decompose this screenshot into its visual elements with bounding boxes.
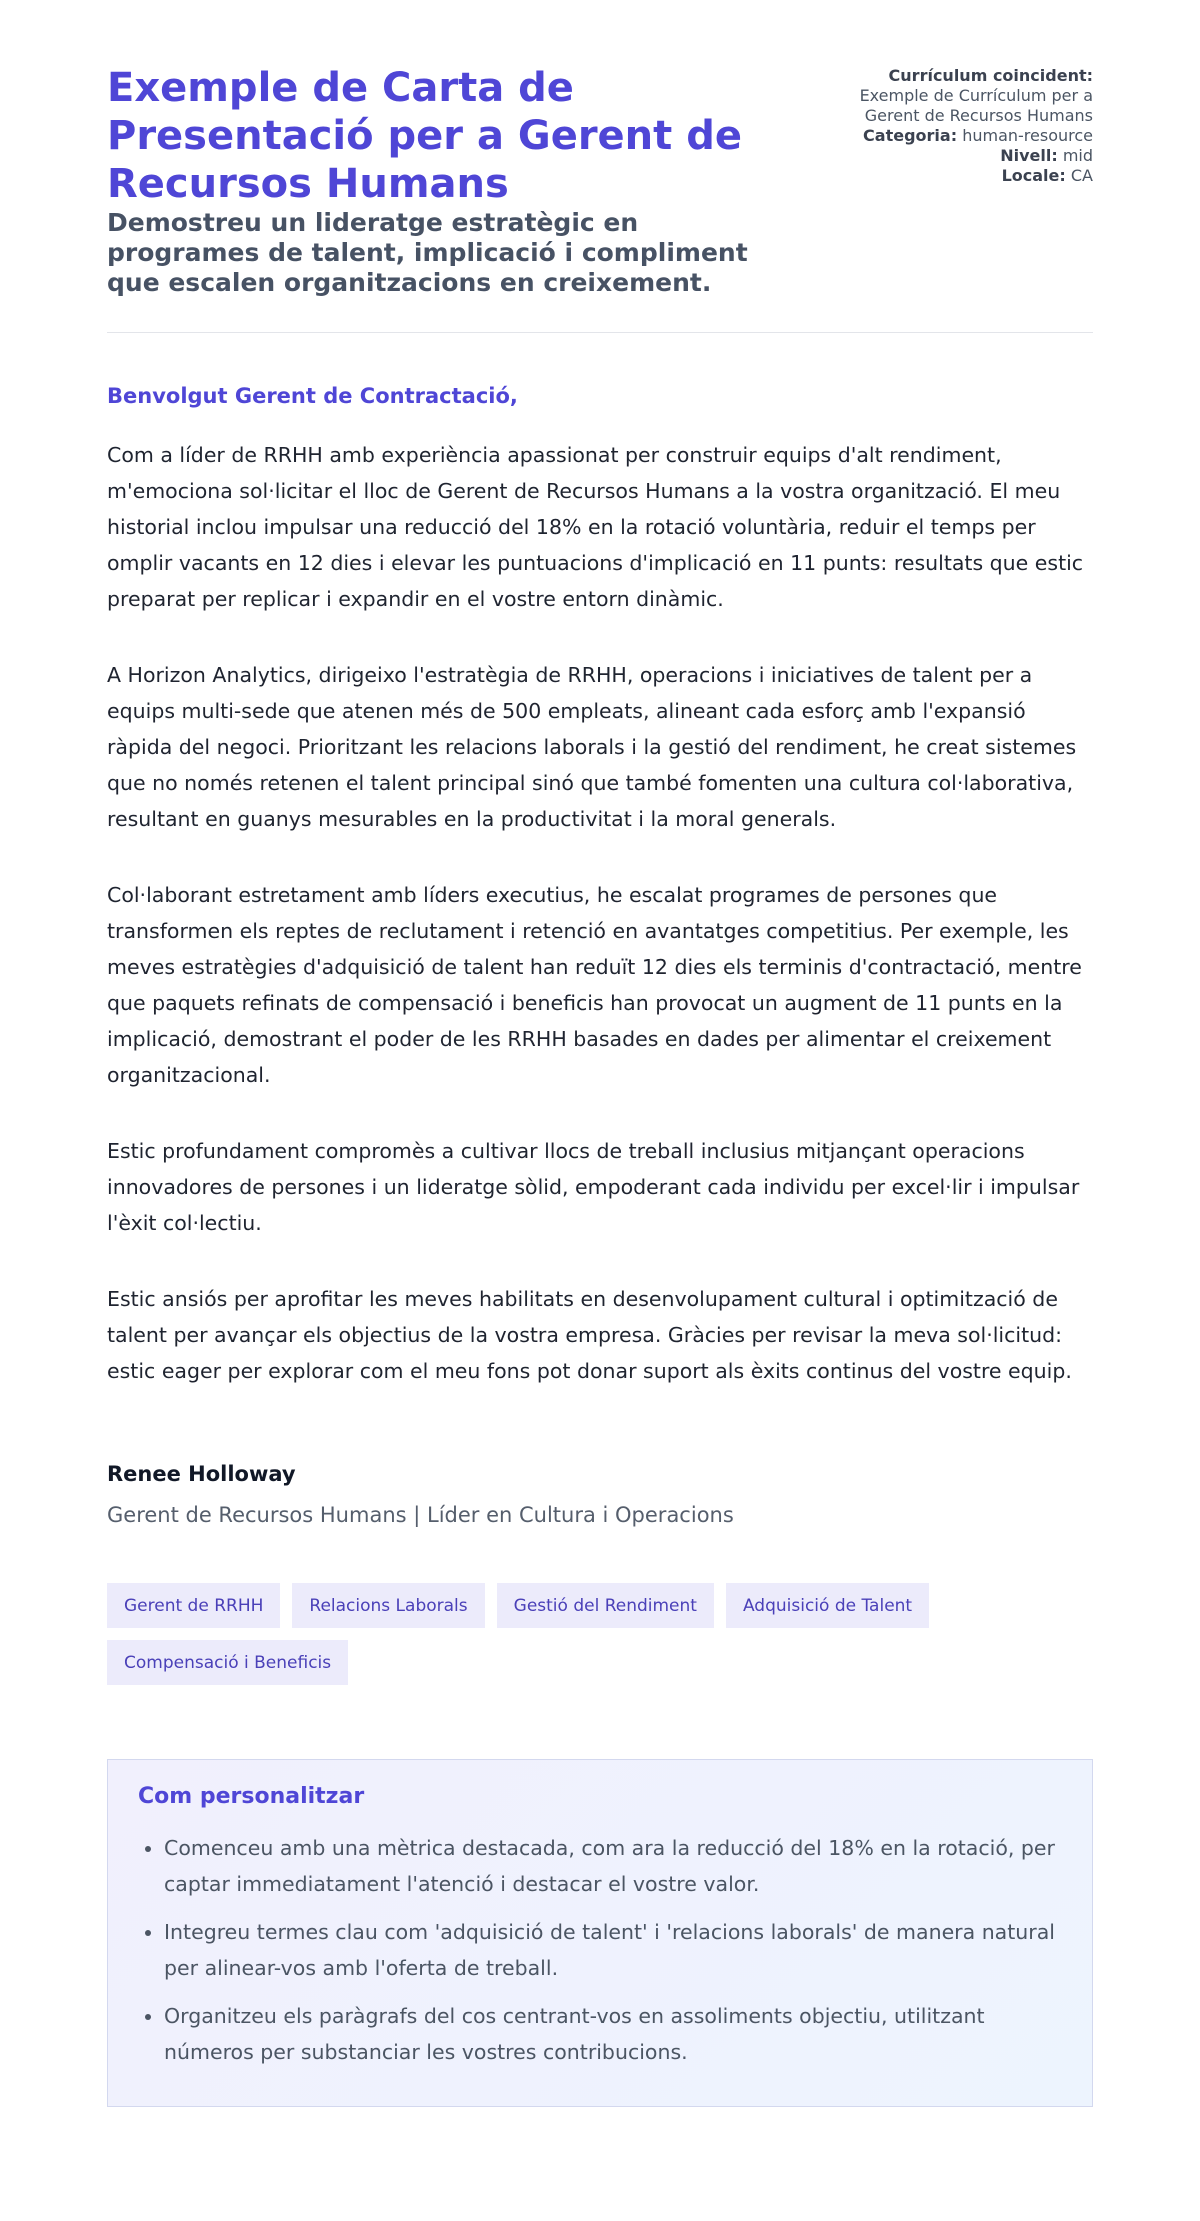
- page-subtitle: Demostreu un lideratge estratègic en programes de talent, implicació i compliment que escalen organitzacions en creixement.: [107, 208, 748, 297]
- page-header: [107, 64, 1093, 298]
- page-title: Exemple de Carta de Presentació per a Gerent de Recursos Humans: [107, 65, 742, 207]
- meta-locale: [803, 166, 1093, 186]
- skill-tag: Relacions Laborals: [292, 1583, 484, 1628]
- meta-matching-resume-label: Currículum coincident:: [888, 66, 1093, 85]
- letter-paragraph: A Horizon Analytics, dirigeixo l'estratègia de RRHH, operacions i iniciatives de talent per a equips multi-sede que atenen més de 500 empleats, alineant cada esforç amb l'expansió ràpida del negoci. Prioritzant les relacions laborals i la gestió del rendiment, he creat sistemes que no només retenen el talent principal sinó que també fomenten una cultura col·laborativa, resultant en guanys mesurables en la productivitat i la moral generals.: [107, 663, 1077, 831]
- skill-tag: Compensació i Beneficis: [107, 1640, 348, 1685]
- meta-matching-resume-link[interactable]: Exemple de Currículum per a Gerent de Recursos Humans: [859, 86, 1093, 125]
- meta-panel: [803, 64, 1093, 186]
- letter-paragraph: Estic profundament compromès a cultivar llocs de treball inclusius mitjançant operacions innovadores de persones i un lideratge sòlid, empoderant cada individu per excel·lir i impulsar l'èxit col·lectiu.: [107, 1139, 1080, 1235]
- signature-role: Gerent de Recursos Humans | Líder en Cultura i Operacions: [107, 1503, 734, 1527]
- meta-level-value: mid: [1062, 146, 1093, 165]
- meta-category: [803, 126, 1093, 146]
- customization-tips-box: [107, 1759, 1093, 2107]
- tip-item: • Comenceu amb una mètrica destacada, com ara la reducció del 18% en la rotació, per captar immediatament l'atenció i destacar el vostre valor.: [164, 1830, 1062, 1902]
- meta-category-value: human-resource: [962, 126, 1093, 145]
- letter-paragraph: Col·laborant estretament amb líders executius, he escalat programes de persones que transformen els reptes de reclutament i retenció en avantatges competitius. Per exemple, les meves estratègies d'adquisició de talent han reduït 12 dies els terminis d'contractació, mentre que paquets refinats de compensació i beneficis han provocat un augment de 11 punts en la implicació, demostrant el poder de les RRHH basades en dades per alimentar el creixement organitzacional.: [107, 883, 1082, 1087]
- skill-tags: [107, 1583, 1007, 1685]
- signature-name: Renee Holloway: [107, 1462, 296, 1486]
- header-divider: [107, 332, 1093, 333]
- skill-tag: Adquisició de Talent: [726, 1583, 929, 1628]
- tip-item: • Integreu termes clau com 'adquisició de talent' i 'relacions laborals' de manera natural per alinear-vos amb l'oferta de treball.: [164, 1914, 1062, 1986]
- tips-list: [138, 1830, 1062, 2070]
- skill-tag: Gestió del Rendiment: [497, 1583, 714, 1628]
- meta-locale-label: Locale:: [1001, 166, 1066, 185]
- tips-title: Com personalitzar: [138, 1784, 365, 1809]
- meta-locale-value: CA: [1070, 166, 1093, 185]
- meta-category-label: Categoria:: [863, 126, 958, 145]
- meta-level: [803, 146, 1093, 166]
- letter-paragraph: Com a líder de RRHH amb experiència apassionat per construir equips d'alt rendiment, m'emociona sol·licitar el lloc de Gerent de Recursos Humans a la vostra organització. El meu historial inclou impulsar una reducció del 18% en la rotació voluntària, reduir el temps per omplir vacants en 12 dies i elevar les puntuacions d'implicació en 11 punts: resultats que estic preparat per replicar i expandir en el vostre entorn dinàmic.: [107, 443, 1084, 611]
- title-block: [107, 64, 767, 298]
- tip-item: • Organitzeu els paràgrafs del cos centrant-vos en assoliments objectiu, utilitzant números per substanciar les vostres contribucions.: [164, 1998, 1062, 2070]
- meta-level-label: Nivell:: [1000, 146, 1058, 165]
- letter-greeting: Benvolgut Gerent de Contractació,: [107, 384, 518, 408]
- skill-tag: Gerent de RRHH: [107, 1583, 280, 1628]
- letter-paragraph: Estic ansiós per aprofitar les meves habilitats en desenvolupament cultural i optimització de talent per avançar els objectius de la vostra empresa. Gràcies per revisar la meva sol·licitud: estic eager per explorar com el meu fons pot donar suport als èxits continus del vostre equip.: [107, 1287, 1072, 1383]
